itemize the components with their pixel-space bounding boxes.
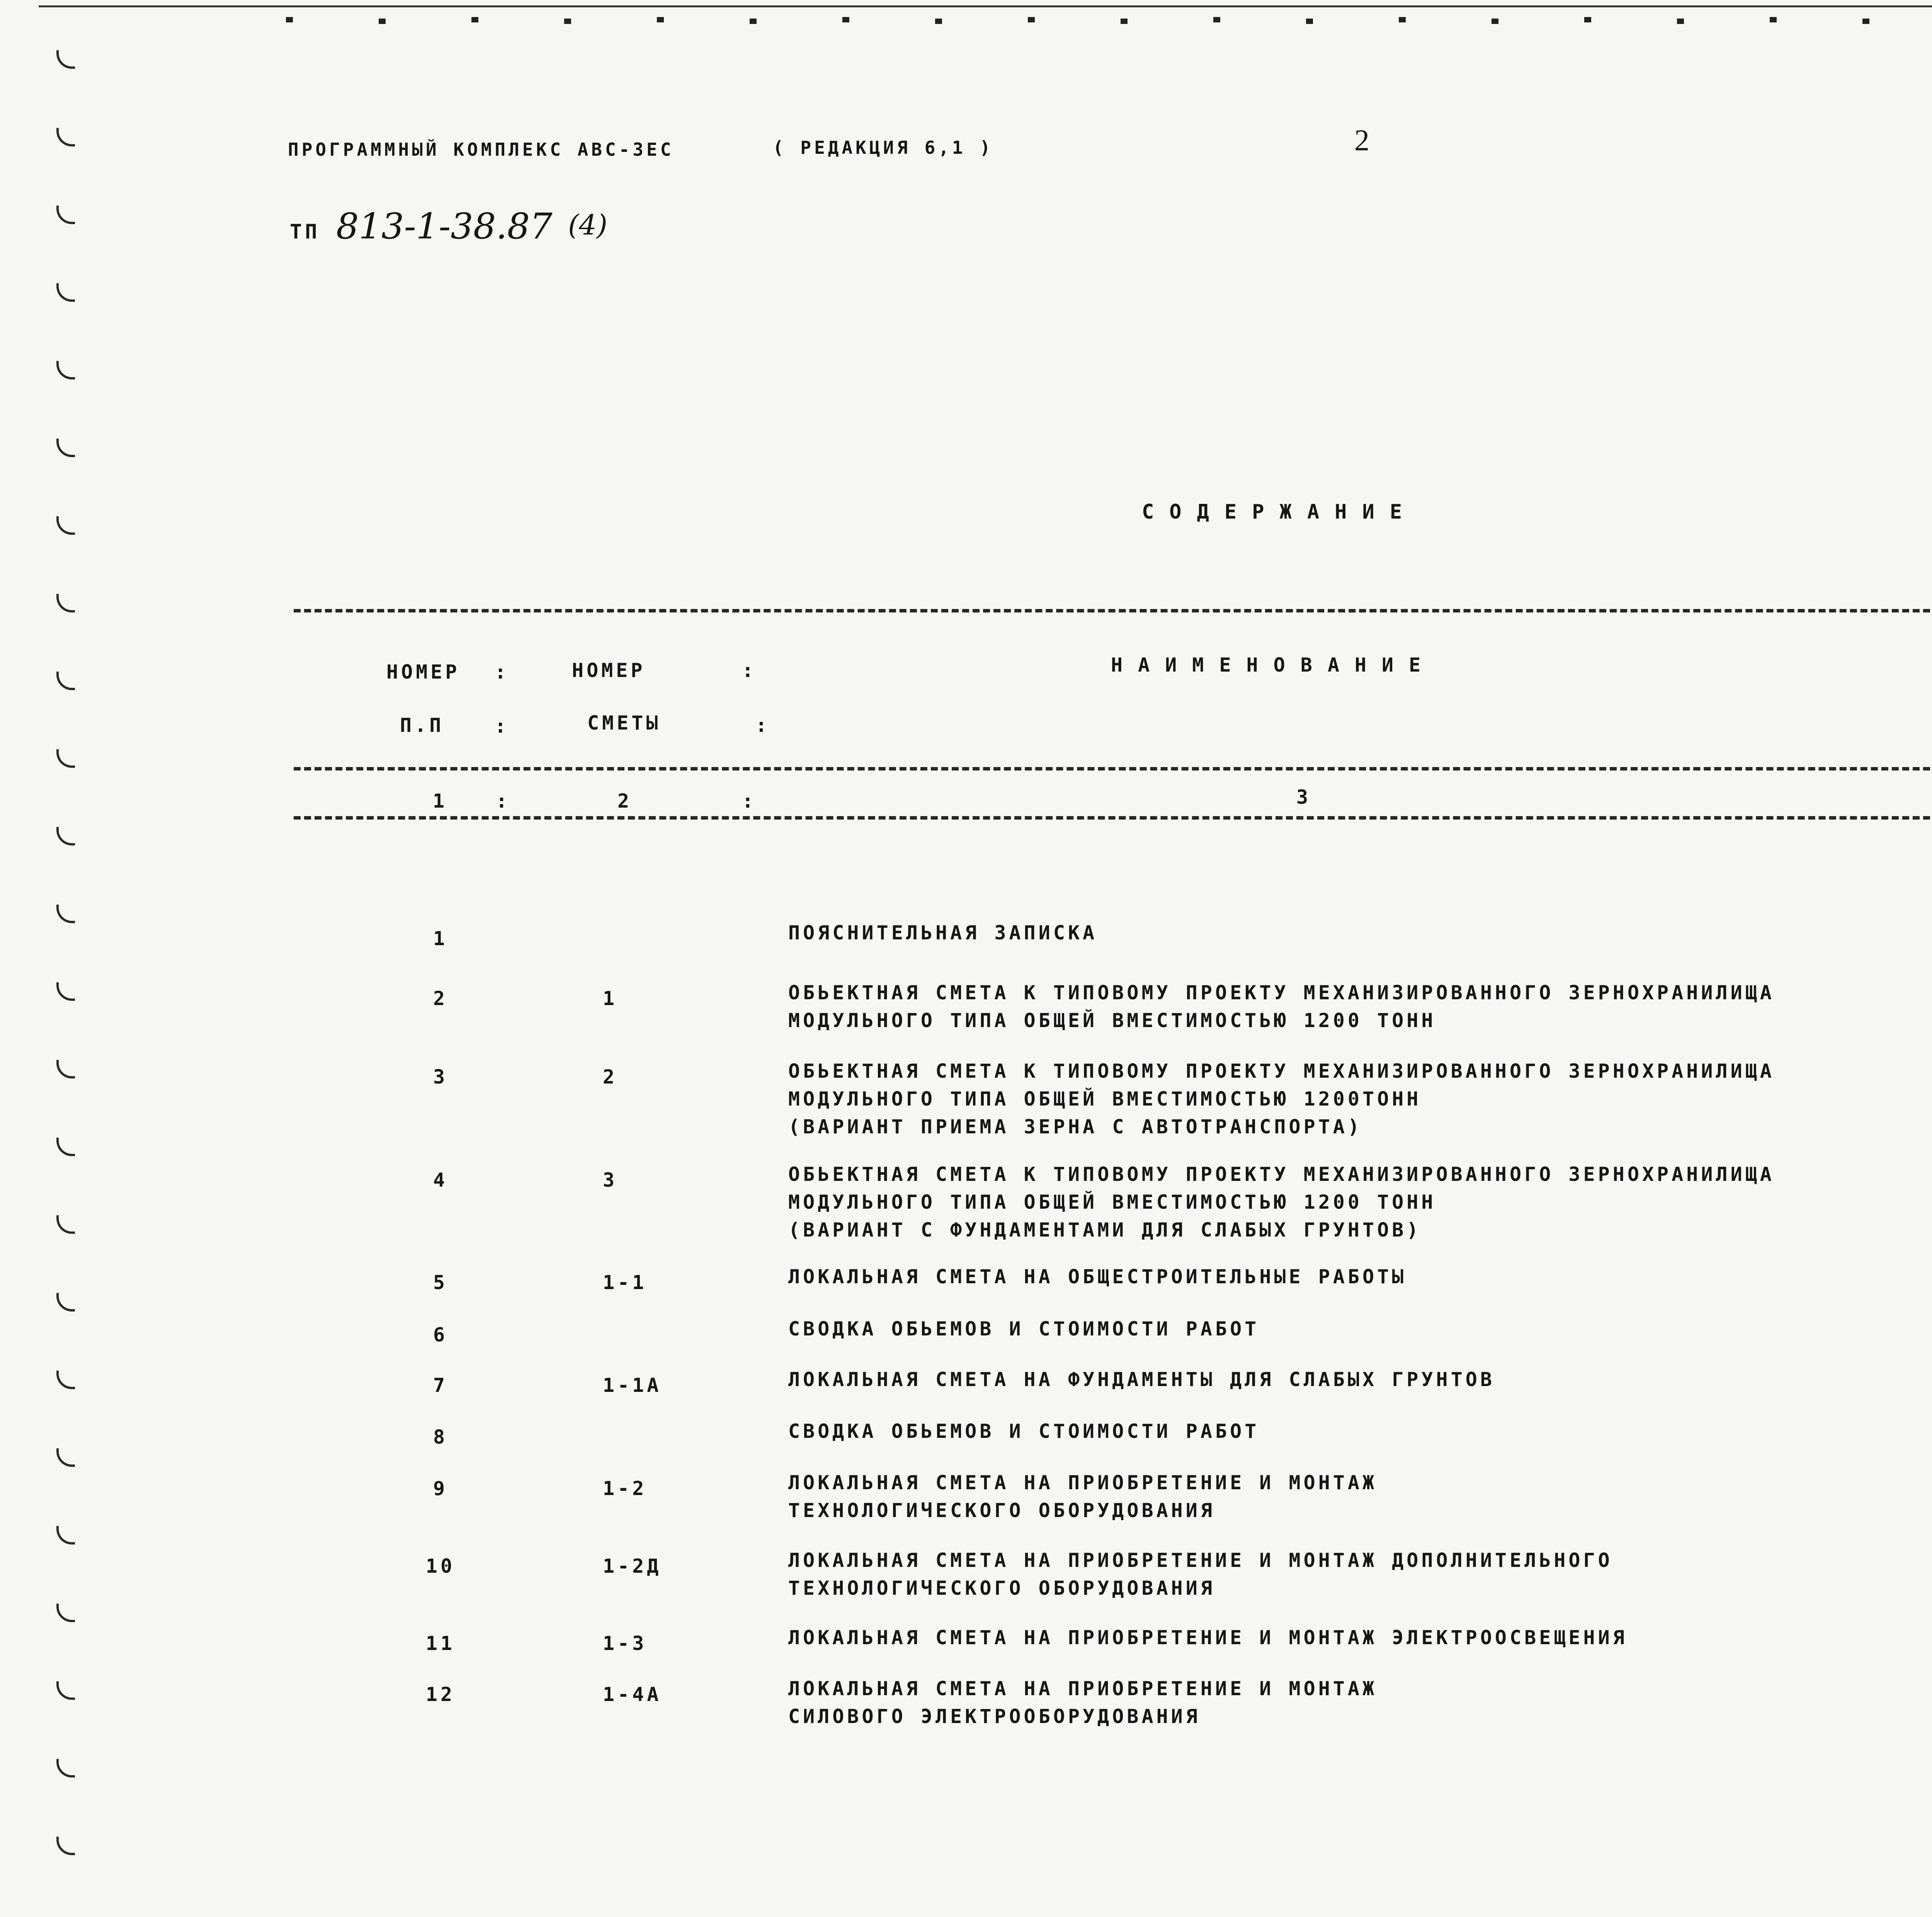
feed-dot bbox=[379, 19, 386, 24]
row-title: СВОДКА ОБЬЕМОВ И СТОИМОСТИ РАБОТ bbox=[788, 1420, 1260, 1442]
perforation-hole bbox=[56, 1837, 75, 1855]
program-edition: ( РЕДАКЦИЯ 6,1 ) bbox=[773, 137, 994, 158]
row-estimate-number: 1-3 bbox=[603, 1632, 647, 1655]
perforation-hole bbox=[56, 672, 75, 690]
row-number: 8 bbox=[433, 1426, 448, 1448]
col-sep: : bbox=[742, 790, 757, 812]
tp-issue-handwritten: (4) bbox=[568, 209, 607, 241]
row-estimate-number: 1-2Д bbox=[603, 1555, 662, 1577]
row-number: 12 bbox=[425, 1683, 456, 1706]
perforation-hole bbox=[56, 516, 75, 535]
perforation-hole bbox=[56, 1759, 75, 1778]
row-title: ЛОКАЛЬНАЯ СМЕТА НА ПРИОБРЕТЕНИЕ И МОНТАЖ СИЛОВОГО ЭЛЕКТРООБОРУДОВАНИЯ bbox=[788, 1677, 1378, 1728]
row-estimate-number: 1-4А bbox=[603, 1683, 662, 1706]
col-num-label: НОМЕР bbox=[386, 661, 460, 683]
row-title: ОБЬЕКТНАЯ СМЕТА К ТИПОВОМУ ПРОЕКТУ МЕХАНИЗИРОВАННОГО ЗЕРНОХРАНИЛИЩА МОДУЛЬНОГО ТИПА ОБЩЕЙ ВМЕСТИМОСТЬЮ 1200 ТОНН bbox=[788, 981, 1775, 1032]
row-title: ЛОКАЛЬНАЯ СМЕТА НА ПРИОБРЕТЕНИЕ И МОНТАЖ ТЕХНОЛОГИЧЕСКОГО ОБОРУДОВАНИЯ bbox=[788, 1471, 1378, 1522]
feed-dot bbox=[935, 19, 942, 24]
perforation-hole bbox=[56, 982, 75, 1001]
row-title: ПОЯСНИТЕЛЬНАЯ ЗАПИСКА bbox=[788, 922, 1098, 944]
col-index-3: 3 bbox=[1296, 786, 1311, 808]
header-middle-rule bbox=[294, 767, 1932, 771]
col-sep: : bbox=[742, 659, 757, 682]
row-estimate-number: 1-1 bbox=[603, 1271, 647, 1294]
header-bottom-rule bbox=[294, 816, 1932, 820]
document-title: СОДЕРЖАНИЕ bbox=[1142, 500, 1418, 524]
perforation-hole bbox=[56, 206, 75, 224]
feed-dot bbox=[1213, 17, 1220, 22]
perforation-hole bbox=[56, 361, 75, 379]
feed-dot bbox=[750, 19, 757, 24]
feed-dot bbox=[1677, 19, 1684, 24]
row-estimate-number: 1-1А bbox=[603, 1374, 662, 1397]
row-number: 4 bbox=[433, 1169, 448, 1191]
feed-dot bbox=[1770, 17, 1777, 22]
col-smeta-label-2: СМЕТЫ bbox=[587, 712, 661, 734]
left-perforation-strip bbox=[46, 39, 81, 1878]
row-estimate-number: 1 bbox=[603, 987, 618, 1010]
perforation-hole bbox=[56, 1448, 75, 1467]
col-num-label-2: П.П bbox=[400, 714, 444, 737]
perforation-hole bbox=[56, 1681, 75, 1700]
perforation-hole bbox=[56, 1371, 75, 1389]
col-sep: : bbox=[495, 715, 510, 737]
row-title: ЛОКАЛЬНАЯ СМЕТА НА ПРИОБРЕТЕНИЕ И МОНТАЖ ДОПОЛНИТЕЛЬНОГО ТЕХНОЛОГИЧЕСКОГО ОБОРУДОВАНИЯ bbox=[788, 1549, 1613, 1599]
col-smeta-label: НОМЕР bbox=[572, 659, 646, 682]
feed-dot bbox=[1028, 17, 1035, 22]
row-number: 10 bbox=[425, 1555, 456, 1577]
tp-prefix: ТП bbox=[290, 220, 320, 243]
perforation-hole bbox=[56, 905, 75, 923]
perforation-hole bbox=[56, 1293, 75, 1311]
perforation-hole bbox=[56, 1526, 75, 1544]
row-estimate-number: 1-2 bbox=[603, 1477, 647, 1500]
program-name: ПРОГРАММНЫЙ КОМПЛЕКС АВС-3ЕС bbox=[288, 139, 674, 160]
row-title: ЛОКАЛЬНАЯ СМЕТА НА ОБЩЕСТРОИТЕЛЬНЫЕ РАБОТЫ bbox=[788, 1266, 1407, 1288]
col-sep: : bbox=[496, 790, 511, 812]
row-title: ОБЬЕКТНАЯ СМЕТА К ТИПОВОМУ ПРОЕКТУ МЕХАНИЗИРОВАННОГО ЗЕРНОХРАНИЛИЩА МОДУЛЬНОГО ТИПА ОБЩЕЙ ВМЕСТИМОСТЬЮ 1200ТОНН (ВАРИАНТ ПРИЕМА ЗЕРНА С АВТОТРАНСПОРТА) bbox=[788, 1060, 1775, 1138]
header-top-rule bbox=[294, 609, 1932, 612]
top-dot-row bbox=[286, 17, 1932, 25]
col-index-1: 1 bbox=[433, 790, 448, 812]
feed-dot bbox=[1399, 17, 1406, 22]
perforation-hole bbox=[56, 1060, 75, 1078]
feed-dot bbox=[286, 17, 293, 22]
row-number: 11 bbox=[425, 1632, 456, 1655]
perforation-hole bbox=[56, 1604, 75, 1622]
perforation-hole bbox=[56, 1215, 75, 1234]
row-title: ОБЬЕКТНАЯ СМЕТА К ТИПОВОМУ ПРОЕКТУ МЕХАНИЗИРОВАННОГО ЗЕРНОХРАНИЛИЩА МОДУЛЬНОГО ТИПА ОБЩЕЙ ВМЕСТИМОСТЬЮ 1200 ТОНН (ВАРИАНТ С ФУНДАМЕНТАМИ ДЛЯ СЛАБЫХ ГРУНТОВ) bbox=[788, 1163, 1775, 1241]
feed-dot bbox=[1306, 19, 1313, 24]
row-estimate-number: 3 bbox=[603, 1169, 618, 1191]
feed-dot bbox=[1862, 19, 1869, 24]
row-title: СВОДКА ОБЬЕМОВ И СТОИМОСТИ РАБОТ bbox=[788, 1318, 1260, 1340]
col-name-label: НАИМЕНОВАНИЕ bbox=[1111, 654, 1436, 676]
row-number: 7 bbox=[433, 1374, 448, 1397]
feed-dot bbox=[1492, 19, 1498, 24]
perforation-hole bbox=[56, 128, 75, 146]
perforation-hole bbox=[56, 594, 75, 612]
row-title: ЛОКАЛЬНАЯ СМЕТА НА ФУНДАМЕНТЫ ДЛЯ СЛАБЫХ ГРУНТОВ bbox=[788, 1368, 1495, 1391]
feed-dot bbox=[842, 17, 849, 22]
paper-top-edge bbox=[39, 0, 1932, 7]
col-sep: : bbox=[755, 714, 770, 737]
feed-dot bbox=[564, 19, 571, 24]
perforation-hole bbox=[56, 439, 75, 457]
row-estimate-number: 2 bbox=[603, 1066, 618, 1088]
row-number: 3 bbox=[433, 1066, 448, 1088]
row-number: 1 bbox=[433, 927, 448, 950]
perforation-hole bbox=[56, 749, 75, 768]
perforation-hole bbox=[56, 827, 75, 845]
col-index-2: 2 bbox=[617, 790, 633, 812]
perforation-hole bbox=[56, 283, 75, 302]
feed-dot bbox=[471, 17, 478, 22]
row-number: 9 bbox=[433, 1477, 448, 1500]
row-number: 6 bbox=[433, 1323, 448, 1346]
row-number: 5 bbox=[433, 1271, 448, 1294]
feed-dot bbox=[657, 17, 664, 22]
feed-dot bbox=[1121, 19, 1128, 24]
row-number: 2 bbox=[433, 987, 448, 1010]
page-number: 2 bbox=[1354, 123, 1369, 157]
tp-number-handwritten: 813-1-38.87 bbox=[336, 206, 553, 247]
perforation-hole bbox=[56, 1138, 75, 1156]
perforation-hole bbox=[56, 50, 75, 69]
feed-dot bbox=[1584, 17, 1591, 22]
col-sep: : bbox=[495, 661, 510, 683]
row-title: ЛОКАЛЬНАЯ СМЕТА НА ПРИОБРЕТЕНИЕ И МОНТАЖ ЭЛЕКТРООСВЕЩЕНИЯ bbox=[788, 1626, 1628, 1649]
